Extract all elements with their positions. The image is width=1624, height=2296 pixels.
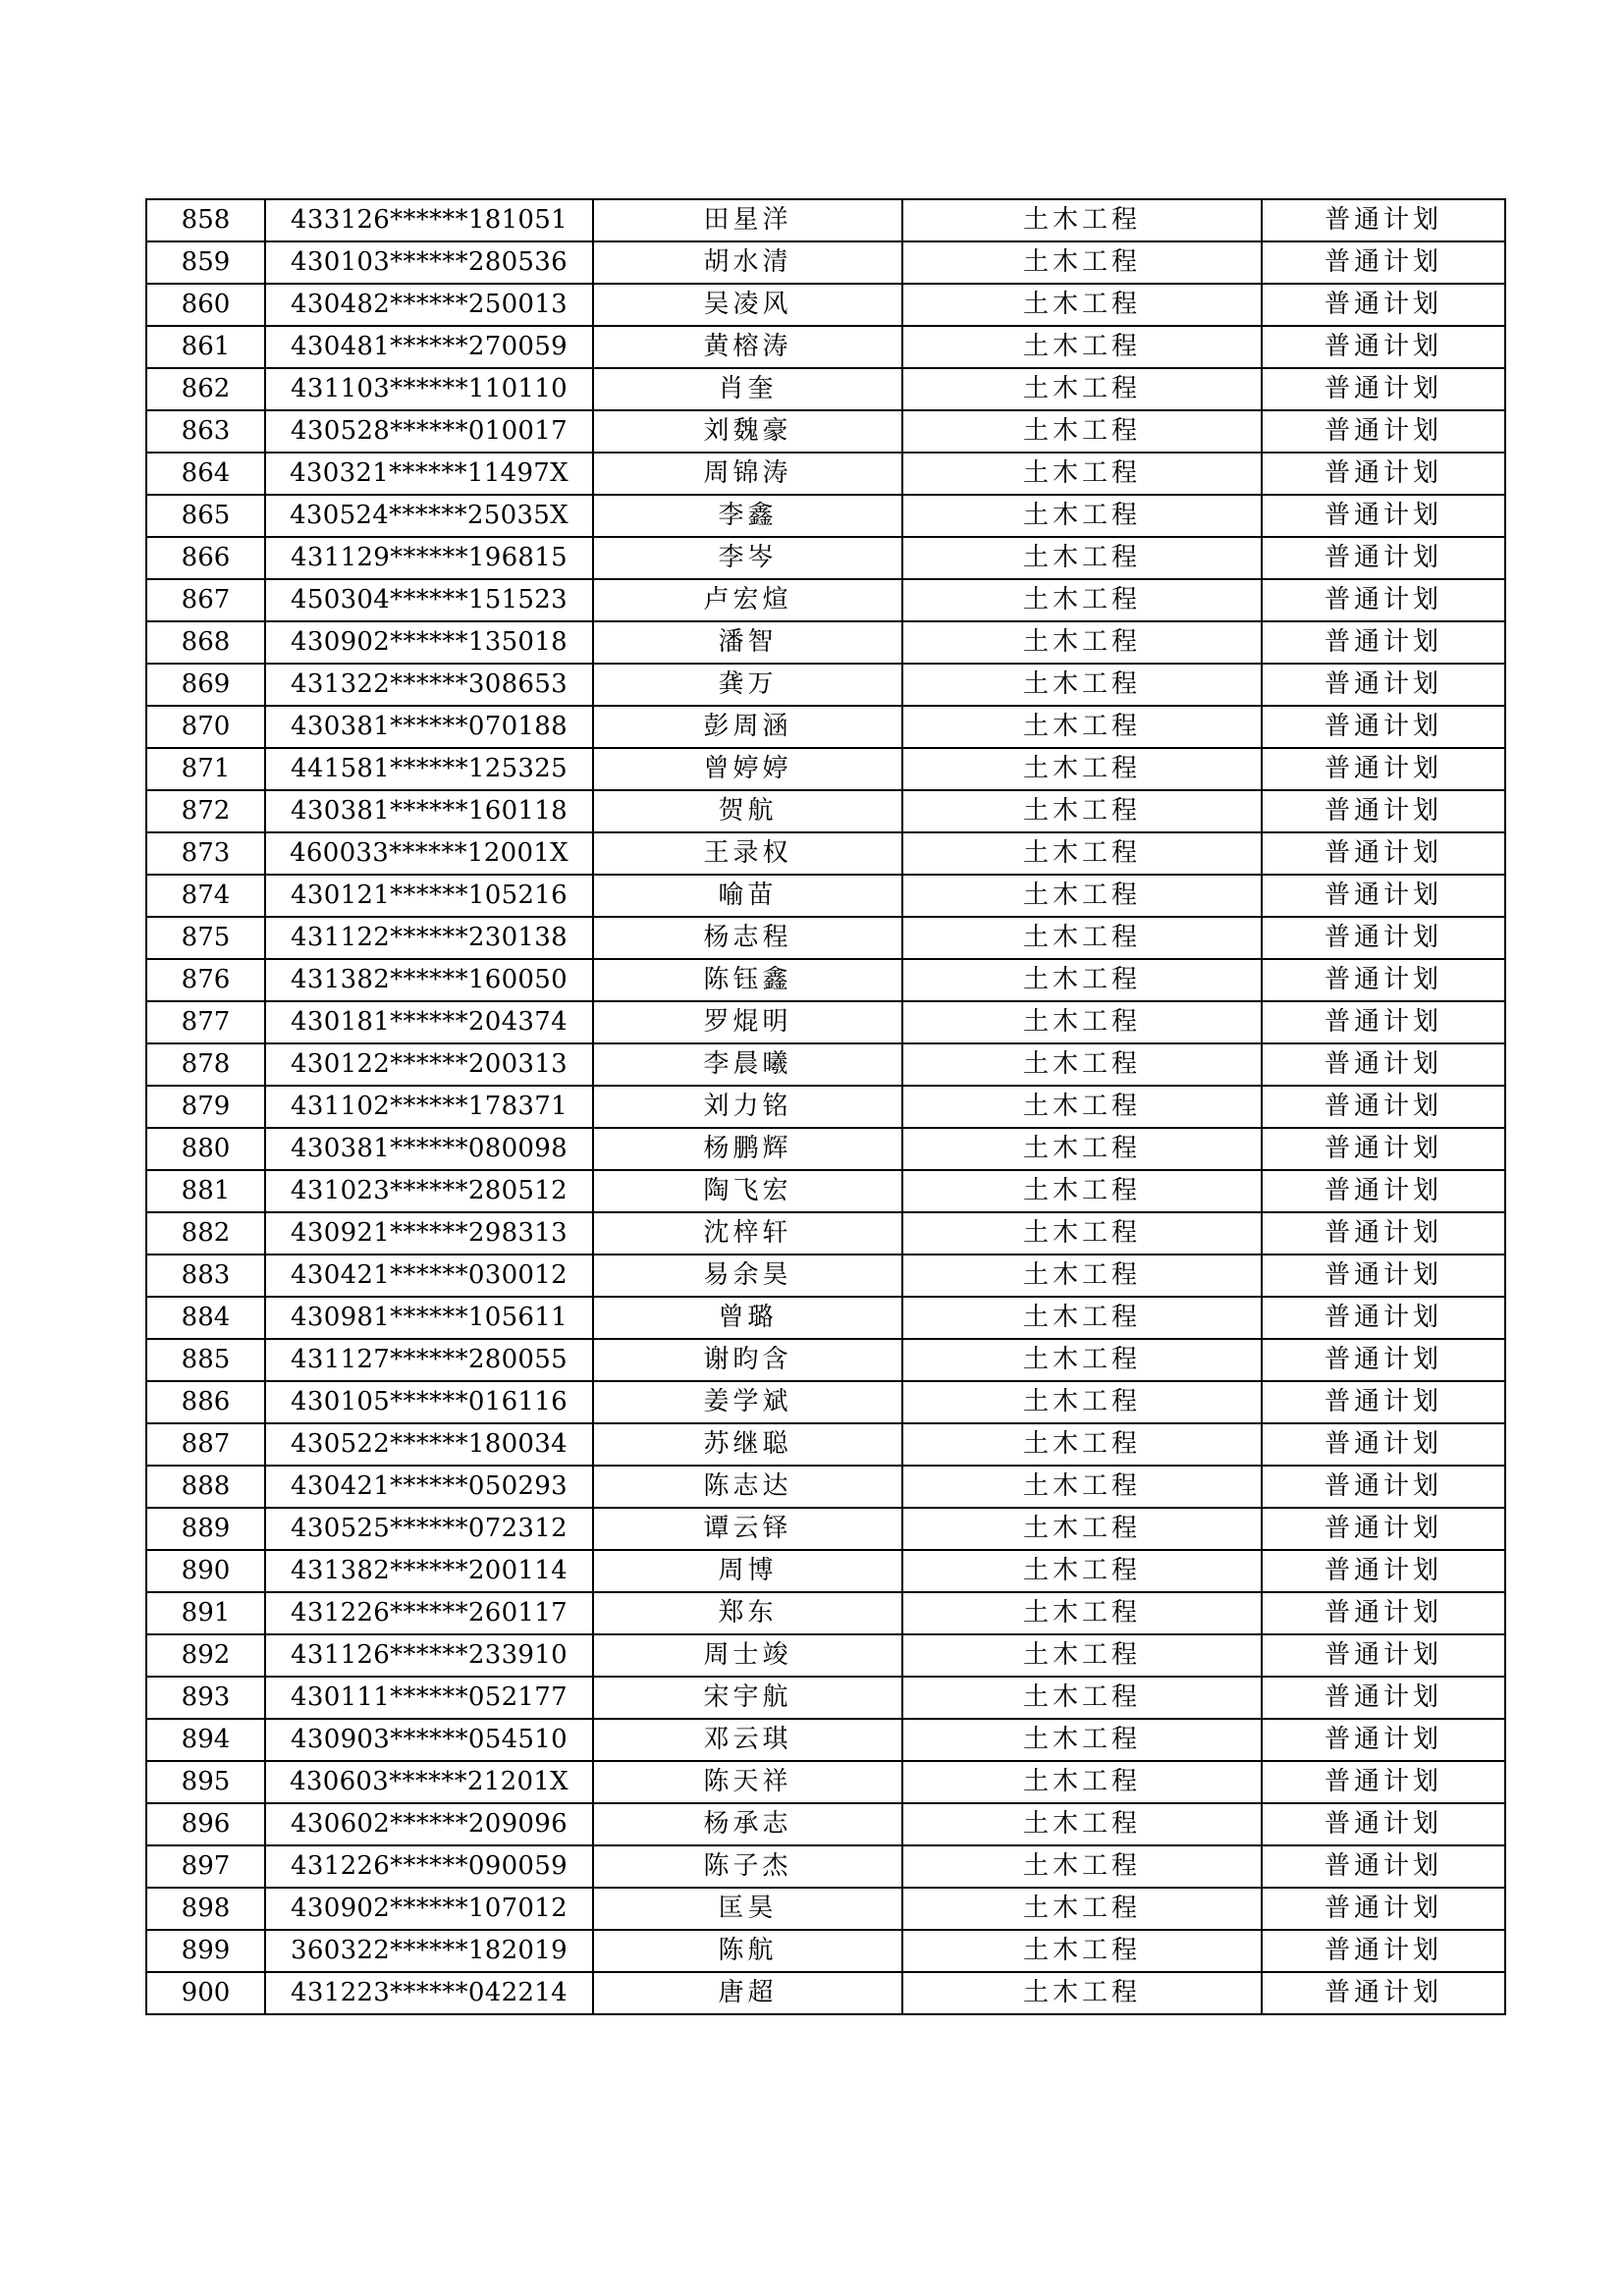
major-cell: 土木工程 (902, 1043, 1262, 1086)
row-number-cell: 890 (146, 1550, 265, 1592)
row-number-cell: 896 (146, 1803, 265, 1845)
major-cell: 土木工程 (902, 241, 1262, 284)
row-number-cell: 869 (146, 664, 265, 706)
plan-type-cell: 普通计划 (1262, 664, 1505, 706)
student-name-cell: 谢昀含 (593, 1339, 902, 1381)
row-number-cell: 879 (146, 1086, 265, 1128)
major-cell: 土木工程 (902, 1170, 1262, 1212)
major-cell: 土木工程 (902, 875, 1262, 917)
plan-type-cell: 普通计划 (1262, 1128, 1505, 1170)
id-number-cell: 430121******105216 (265, 875, 593, 917)
row-number-cell: 894 (146, 1719, 265, 1761)
row-number-cell: 893 (146, 1677, 265, 1719)
plan-type-cell: 普通计划 (1262, 1255, 1505, 1297)
table-row (146, 790, 1505, 832)
major-cell: 土木工程 (902, 1212, 1262, 1255)
id-number-cell: 430321******11497X (265, 453, 593, 495)
row-number-cell: 889 (146, 1508, 265, 1550)
plan-type-cell: 普通计划 (1262, 621, 1505, 664)
major-cell: 土木工程 (902, 1381, 1262, 1423)
table-row (146, 875, 1505, 917)
table-row (146, 1170, 1505, 1212)
row-number-cell: 899 (146, 1930, 265, 1972)
student-name-cell: 李晨曦 (593, 1043, 902, 1086)
major-cell: 土木工程 (902, 1634, 1262, 1677)
id-number-cell: 430522******180034 (265, 1423, 593, 1466)
student-name-cell: 周锦涛 (593, 453, 902, 495)
major-cell: 土木工程 (902, 959, 1262, 1001)
id-number-cell: 431226******260117 (265, 1592, 593, 1634)
table-row (146, 1972, 1505, 2014)
table-row (146, 579, 1505, 621)
id-number-cell: 430381******080098 (265, 1128, 593, 1170)
row-number-cell: 874 (146, 875, 265, 917)
major-cell: 土木工程 (902, 410, 1262, 453)
student-name-cell: 陈志达 (593, 1466, 902, 1508)
plan-type-cell: 普通计划 (1262, 1803, 1505, 1845)
row-number-cell: 861 (146, 326, 265, 368)
id-number-cell: 431223******042214 (265, 1972, 593, 2014)
major-cell: 土木工程 (902, 706, 1262, 748)
student-name-cell: 沈梓轩 (593, 1212, 902, 1255)
id-number-cell: 431122******230138 (265, 917, 593, 959)
student-name-cell: 罗焜明 (593, 1001, 902, 1043)
plan-type-cell: 普通计划 (1262, 1677, 1505, 1719)
major-cell: 土木工程 (902, 1508, 1262, 1550)
plan-type-cell: 普通计划 (1262, 537, 1505, 579)
major-cell: 土木工程 (902, 1255, 1262, 1297)
table-row (146, 1381, 1505, 1423)
row-number-cell: 877 (146, 1001, 265, 1043)
student-name-cell: 周博 (593, 1550, 902, 1592)
row-number-cell: 860 (146, 284, 265, 326)
major-cell: 土木工程 (902, 621, 1262, 664)
student-name-cell: 陈子杰 (593, 1845, 902, 1888)
major-cell: 土木工程 (902, 832, 1262, 875)
student-name-cell: 杨鹏辉 (593, 1128, 902, 1170)
row-number-cell: 878 (146, 1043, 265, 1086)
id-number-cell: 430602******209096 (265, 1803, 593, 1845)
table-row (146, 1719, 1505, 1761)
plan-type-cell: 普通计划 (1262, 410, 1505, 453)
id-number-cell: 430381******160118 (265, 790, 593, 832)
row-number-cell: 885 (146, 1339, 265, 1381)
id-number-cell: 430105******016116 (265, 1381, 593, 1423)
major-cell: 土木工程 (902, 1297, 1262, 1339)
student-name-cell: 李岑 (593, 537, 902, 579)
row-number-cell: 881 (146, 1170, 265, 1212)
student-name-cell: 肖奎 (593, 368, 902, 410)
plan-type-cell: 普通计划 (1262, 1212, 1505, 1255)
plan-type-cell: 普通计划 (1262, 1001, 1505, 1043)
id-number-cell: 430122******200313 (265, 1043, 593, 1086)
plan-type-cell: 普通计划 (1262, 495, 1505, 537)
plan-type-cell: 普通计划 (1262, 1761, 1505, 1803)
plan-type-cell: 普通计划 (1262, 1086, 1505, 1128)
major-cell: 土木工程 (902, 1339, 1262, 1381)
student-name-cell: 宋宇航 (593, 1677, 902, 1719)
table-row (146, 1466, 1505, 1508)
student-name-cell: 杨承志 (593, 1803, 902, 1845)
table-row (146, 917, 1505, 959)
plan-type-cell: 普通计划 (1262, 1972, 1505, 2014)
major-cell: 土木工程 (902, 1719, 1262, 1761)
table-row (146, 1508, 1505, 1550)
id-number-cell: 431382******200114 (265, 1550, 593, 1592)
id-number-cell: 430524******25035X (265, 495, 593, 537)
student-name-cell: 杨志程 (593, 917, 902, 959)
table-row (146, 1592, 1505, 1634)
row-number-cell: 870 (146, 706, 265, 748)
table-row (146, 368, 1505, 410)
plan-type-cell: 普通计划 (1262, 1043, 1505, 1086)
id-number-cell: 460033******12001X (265, 832, 593, 875)
row-number-cell: 868 (146, 621, 265, 664)
row-number-cell: 883 (146, 1255, 265, 1297)
plan-type-cell: 普通计划 (1262, 748, 1505, 790)
major-cell: 土木工程 (902, 453, 1262, 495)
row-number-cell: 876 (146, 959, 265, 1001)
plan-type-cell: 普通计划 (1262, 199, 1505, 241)
row-number-cell: 892 (146, 1634, 265, 1677)
student-name-cell: 黄榕涛 (593, 326, 902, 368)
student-name-cell: 邓云琪 (593, 1719, 902, 1761)
major-cell: 土木工程 (902, 199, 1262, 241)
row-number-cell: 865 (146, 495, 265, 537)
major-cell: 土木工程 (902, 1972, 1262, 2014)
student-name-cell: 喻苗 (593, 875, 902, 917)
student-name-cell: 郑东 (593, 1592, 902, 1634)
id-number-cell: 430381******070188 (265, 706, 593, 748)
table-row (146, 410, 1505, 453)
table-row (146, 1086, 1505, 1128)
id-number-cell: 431102******178371 (265, 1086, 593, 1128)
student-name-cell: 刘魏豪 (593, 410, 902, 453)
plan-type-cell: 普通计划 (1262, 1339, 1505, 1381)
table-row (146, 959, 1505, 1001)
table-row (146, 1043, 1505, 1086)
roster-table-body (146, 199, 1505, 2014)
id-number-cell: 431023******280512 (265, 1170, 593, 1212)
plan-type-cell: 普通计划 (1262, 959, 1505, 1001)
table-row (146, 1677, 1505, 1719)
row-number-cell: 891 (146, 1592, 265, 1634)
table-row (146, 1803, 1505, 1845)
student-name-cell: 卢宏煊 (593, 579, 902, 621)
table-row (146, 199, 1505, 241)
major-cell: 土木工程 (902, 495, 1262, 537)
plan-type-cell: 普通计划 (1262, 1381, 1505, 1423)
student-name-cell: 吴凌风 (593, 284, 902, 326)
row-number-cell: 886 (146, 1381, 265, 1423)
major-cell: 土木工程 (902, 748, 1262, 790)
student-name-cell: 周士竣 (593, 1634, 902, 1677)
student-name-cell: 龚万 (593, 664, 902, 706)
student-name-cell: 王录权 (593, 832, 902, 875)
student-name-cell: 李鑫 (593, 495, 902, 537)
table-row (146, 1888, 1505, 1930)
student-name-cell: 唐超 (593, 1972, 902, 2014)
plan-type-cell: 普通计划 (1262, 368, 1505, 410)
id-number-cell: 430181******204374 (265, 1001, 593, 1043)
table-row (146, 832, 1505, 875)
major-cell: 土木工程 (902, 1888, 1262, 1930)
student-name-cell: 谭云铎 (593, 1508, 902, 1550)
major-cell: 土木工程 (902, 1677, 1262, 1719)
table-row (146, 284, 1505, 326)
major-cell: 土木工程 (902, 368, 1262, 410)
plan-type-cell: 普通计划 (1262, 1888, 1505, 1930)
major-cell: 土木工程 (902, 284, 1262, 326)
id-number-cell: 430421******050293 (265, 1466, 593, 1508)
plan-type-cell: 普通计划 (1262, 1550, 1505, 1592)
table-row (146, 1761, 1505, 1803)
plan-type-cell: 普通计划 (1262, 326, 1505, 368)
id-number-cell: 431127******280055 (265, 1339, 593, 1381)
row-number-cell: 880 (146, 1128, 265, 1170)
roster-table (145, 198, 1506, 2015)
plan-type-cell: 普通计划 (1262, 1423, 1505, 1466)
row-number-cell: 859 (146, 241, 265, 284)
table-row (146, 326, 1505, 368)
id-number-cell: 430921******298313 (265, 1212, 593, 1255)
id-number-cell: 430902******107012 (265, 1888, 593, 1930)
plan-type-cell: 普通计划 (1262, 875, 1505, 917)
row-number-cell: 882 (146, 1212, 265, 1255)
student-name-cell: 田星洋 (593, 199, 902, 241)
row-number-cell: 862 (146, 368, 265, 410)
student-name-cell: 姜学斌 (593, 1381, 902, 1423)
major-cell: 土木工程 (902, 1086, 1262, 1128)
id-number-cell: 430603******21201X (265, 1761, 593, 1803)
plan-type-cell: 普通计划 (1262, 917, 1505, 959)
major-cell: 土木工程 (902, 1001, 1262, 1043)
id-number-cell: 431322******308653 (265, 664, 593, 706)
id-number-cell: 430482******250013 (265, 284, 593, 326)
row-number-cell: 895 (146, 1761, 265, 1803)
plan-type-cell: 普通计划 (1262, 1508, 1505, 1550)
plan-type-cell: 普通计划 (1262, 453, 1505, 495)
major-cell: 土木工程 (902, 1466, 1262, 1508)
table-row (146, 1845, 1505, 1888)
table-row (146, 1297, 1505, 1339)
id-number-cell: 431382******160050 (265, 959, 593, 1001)
major-cell: 土木工程 (902, 1930, 1262, 1972)
row-number-cell: 867 (146, 579, 265, 621)
student-name-cell: 彭周涵 (593, 706, 902, 748)
row-number-cell: 872 (146, 790, 265, 832)
plan-type-cell: 普通计划 (1262, 1170, 1505, 1212)
row-number-cell: 887 (146, 1423, 265, 1466)
plan-type-cell: 普通计划 (1262, 284, 1505, 326)
major-cell: 土木工程 (902, 537, 1262, 579)
student-name-cell: 胡水清 (593, 241, 902, 284)
table-row (146, 1930, 1505, 1972)
id-number-cell: 430111******052177 (265, 1677, 593, 1719)
row-number-cell: 897 (146, 1845, 265, 1888)
table-row (146, 495, 1505, 537)
id-number-cell: 431126******233910 (265, 1634, 593, 1677)
id-number-cell: 430421******030012 (265, 1255, 593, 1297)
table-row (146, 453, 1505, 495)
row-number-cell: 873 (146, 832, 265, 875)
id-number-cell: 431129******196815 (265, 537, 593, 579)
table-row (146, 1001, 1505, 1043)
row-number-cell: 888 (146, 1466, 265, 1508)
student-name-cell: 陈天祥 (593, 1761, 902, 1803)
student-name-cell: 陶飞宏 (593, 1170, 902, 1212)
id-number-cell: 430525******072312 (265, 1508, 593, 1550)
row-number-cell: 884 (146, 1297, 265, 1339)
row-number-cell: 871 (146, 748, 265, 790)
major-cell: 土木工程 (902, 917, 1262, 959)
student-name-cell: 苏继聪 (593, 1423, 902, 1466)
plan-type-cell: 普通计划 (1262, 1930, 1505, 1972)
plan-type-cell: 普通计划 (1262, 832, 1505, 875)
plan-type-cell: 普通计划 (1262, 1297, 1505, 1339)
row-number-cell: 875 (146, 917, 265, 959)
student-name-cell: 贺航 (593, 790, 902, 832)
plan-type-cell: 普通计划 (1262, 1634, 1505, 1677)
plan-type-cell: 普通计划 (1262, 790, 1505, 832)
row-number-cell: 863 (146, 410, 265, 453)
table-row (146, 706, 1505, 748)
student-name-cell: 刘力铭 (593, 1086, 902, 1128)
student-name-cell: 曾婷婷 (593, 748, 902, 790)
id-number-cell: 441581******125325 (265, 748, 593, 790)
id-number-cell: 430103******280536 (265, 241, 593, 284)
major-cell: 土木工程 (902, 1592, 1262, 1634)
table-row (146, 621, 1505, 664)
student-name-cell: 曾璐 (593, 1297, 902, 1339)
plan-type-cell: 普通计划 (1262, 579, 1505, 621)
table-row (146, 1128, 1505, 1170)
table-row (146, 1550, 1505, 1592)
row-number-cell: 858 (146, 199, 265, 241)
student-name-cell: 潘智 (593, 621, 902, 664)
major-cell: 土木工程 (902, 579, 1262, 621)
row-number-cell: 900 (146, 1972, 265, 2014)
table-row (146, 664, 1505, 706)
major-cell: 土木工程 (902, 1128, 1262, 1170)
plan-type-cell: 普通计划 (1262, 1592, 1505, 1634)
row-number-cell: 898 (146, 1888, 265, 1930)
id-number-cell: 360322******182019 (265, 1930, 593, 1972)
id-number-cell: 430981******105611 (265, 1297, 593, 1339)
row-number-cell: 866 (146, 537, 265, 579)
plan-type-cell: 普通计划 (1262, 706, 1505, 748)
table-row (146, 1212, 1505, 1255)
major-cell: 土木工程 (902, 1423, 1262, 1466)
id-number-cell: 431226******090059 (265, 1845, 593, 1888)
id-number-cell: 433126******181051 (265, 199, 593, 241)
major-cell: 土木工程 (902, 1761, 1262, 1803)
table-row (146, 1634, 1505, 1677)
plan-type-cell: 普通计划 (1262, 1845, 1505, 1888)
id-number-cell: 430902******135018 (265, 621, 593, 664)
table-row (146, 537, 1505, 579)
row-number-cell: 864 (146, 453, 265, 495)
plan-type-cell: 普通计划 (1262, 1466, 1505, 1508)
major-cell: 土木工程 (902, 1803, 1262, 1845)
plan-type-cell: 普通计划 (1262, 241, 1505, 284)
id-number-cell: 431103******110110 (265, 368, 593, 410)
id-number-cell: 430481******270059 (265, 326, 593, 368)
id-number-cell: 430903******054510 (265, 1719, 593, 1761)
table-row (146, 1339, 1505, 1381)
major-cell: 土木工程 (902, 664, 1262, 706)
student-name-cell: 陈钰鑫 (593, 959, 902, 1001)
major-cell: 土木工程 (902, 790, 1262, 832)
id-number-cell: 450304******151523 (265, 579, 593, 621)
id-number-cell: 430528******010017 (265, 410, 593, 453)
major-cell: 土木工程 (902, 1550, 1262, 1592)
table-row (146, 748, 1505, 790)
table-row (146, 1423, 1505, 1466)
student-name-cell: 匡昊 (593, 1888, 902, 1930)
table-row (146, 1255, 1505, 1297)
major-cell: 土木工程 (902, 326, 1262, 368)
student-name-cell: 易余昊 (593, 1255, 902, 1297)
table-row (146, 241, 1505, 284)
plan-type-cell: 普通计划 (1262, 1719, 1505, 1761)
major-cell: 土木工程 (902, 1845, 1262, 1888)
student-name-cell: 陈航 (593, 1930, 902, 1972)
